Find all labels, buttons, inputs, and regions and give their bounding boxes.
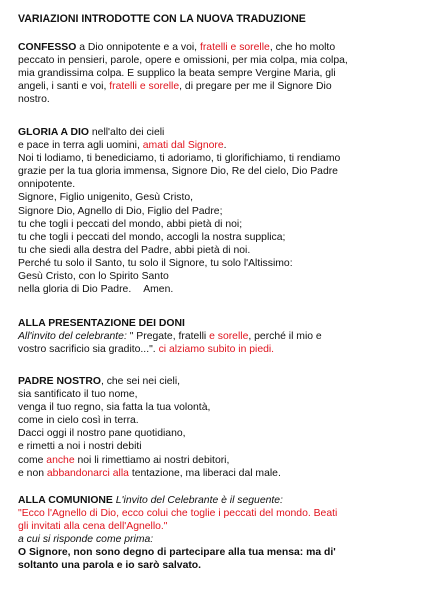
gloria-line: onnipotente. bbox=[18, 179, 76, 191]
gloria-line: grazie per la tua gloria immensa, Signore Dio, Re del cielo, Dio Padre bbox=[18, 166, 338, 178]
section-padre-nostro bbox=[18, 375, 418, 480]
presentazione-text: vostro sacrificio sia gradito...". bbox=[18, 344, 159, 356]
padre-line: sia santificato il tuo nome, bbox=[18, 389, 138, 401]
confesso-text: , che ho molto bbox=[269, 42, 336, 53]
section-confesso bbox=[18, 41, 418, 106]
gloria-line: Perché tu solo il Santo, tu solo il Signore, tu solo l'Altissimo: bbox=[18, 257, 293, 269]
confesso-line: nostro. bbox=[18, 94, 50, 106]
gloria-line: Signore Dio, Agnello di Dio, Figlio del Padre; bbox=[18, 205, 223, 217]
confesso-line: peccato in pensieri, parole, opere e omissioni, per mia colpa, mia colpa, bbox=[18, 55, 348, 67]
confesso-text: angeli, i santi e voi, bbox=[18, 81, 110, 93]
comunione-invite-line: gli invitati alla cena dell'Agnello." bbox=[18, 521, 168, 533]
padre-text: noi li rimettiamo ai nostri debitori, bbox=[74, 454, 230, 466]
page-title: VARIAZIONI INTRODOTTE CON LA NUOVA TRADUZIONE bbox=[18, 13, 306, 25]
padre-line: come in cielo così in terra. bbox=[18, 415, 139, 427]
comunione-response: O Signore, non sono degno di partecipare alla tua mensa: ma di' bbox=[18, 547, 336, 559]
confesso-heading: CONFESSO bbox=[18, 42, 77, 53]
confesso-line: mia grandissima colpa. E supplico la beata sempre Vergine Maria, gli bbox=[18, 68, 336, 80]
gloria-line: Noi ti lodiamo, ti benediciamo, ti adoriamo, ti glorifichiamo, ti rendiamo bbox=[18, 153, 341, 165]
gloria-heading: GLORIA A DIO bbox=[18, 127, 89, 138]
highlight-fratelli-sorelle: fratelli e sorelle bbox=[109, 81, 180, 93]
padre-heading: PADRE NOSTRO bbox=[18, 376, 101, 387]
padre-text: e non bbox=[18, 467, 47, 479]
gloria-text: nella gloria di Dio Padre. bbox=[18, 284, 132, 296]
padre-line: e rimetti a noi i nostri debiti bbox=[18, 441, 142, 453]
comunione-intro: L'invito del Celebrante è il seguente: bbox=[112, 495, 283, 506]
highlight-fratelli-sorelle: fratelli e sorelle bbox=[199, 42, 270, 53]
comunione-response-intro: a cui si risponde come prima: bbox=[18, 534, 154, 546]
gloria-line: tu che siedi alla destra del Padre, abbi pietà di noi. bbox=[18, 244, 251, 256]
gloria-line: Signore, Figlio unigenito, Gesù Cristo, bbox=[18, 192, 193, 204]
highlight-abbandonarci: abbandonarci alla bbox=[46, 467, 129, 479]
presentazione-heading: ALLA PRESENTAZIONE DEI DONI bbox=[18, 318, 185, 329]
comunione-invite-line: "Ecco l'Agnello di Dio, ecco colui che toglie i peccati del mondo. Beati bbox=[18, 508, 338, 520]
section-presentazione bbox=[18, 317, 418, 356]
padre-text: tentazione, ma liberaci dal male. bbox=[128, 467, 281, 479]
celebrant-invite-label: All'invito del celebrante: bbox=[18, 331, 127, 343]
gloria-line: tu che togli i peccati del mondo, abbi pietà di noi; bbox=[18, 218, 243, 230]
presentazione-text: , perché il mio e bbox=[248, 331, 322, 343]
confesso-text: a Dio onnipotente e a voi, bbox=[76, 42, 200, 53]
comunione-heading: ALLA COMUNIONE bbox=[18, 495, 113, 506]
presentazione-text: " Pregate, fratelli bbox=[126, 331, 210, 343]
section-comunione bbox=[18, 494, 418, 573]
highlight-anche: anche bbox=[46, 454, 75, 466]
gloria-line: Gesù Cristo, con lo Spirito Santo bbox=[18, 271, 169, 283]
gloria-text: nell'alto dei cieli bbox=[89, 127, 165, 138]
highlight-e-sorelle: e sorelle bbox=[209, 331, 249, 343]
section-gloria bbox=[18, 126, 418, 296]
padre-text: come bbox=[18, 454, 47, 466]
highlight-ci-alziamo: ci alziamo subito in piedi. bbox=[158, 344, 275, 356]
gloria-text: . bbox=[223, 140, 227, 152]
highlight-amati-dal-signore: amati dal Signore bbox=[142, 140, 224, 152]
amen-text: Amen. bbox=[143, 284, 174, 296]
comunione-response: soltanto una parola e io sarò salvato. bbox=[18, 560, 202, 572]
confesso-text: , di pregare per me il Signore Dio bbox=[179, 81, 332, 93]
gloria-text: e pace in terra agli uomini, bbox=[18, 140, 143, 152]
padre-line: Dacci oggi il nostro pane quotidiano, bbox=[18, 428, 186, 440]
padre-text: , che sei nei cieli, bbox=[100, 376, 181, 387]
gloria-line: tu che togli i peccati del mondo, accogli la nostra supplica; bbox=[18, 231, 286, 243]
padre-line: venga il tuo regno, sia fatta la tua volontà, bbox=[18, 402, 211, 414]
